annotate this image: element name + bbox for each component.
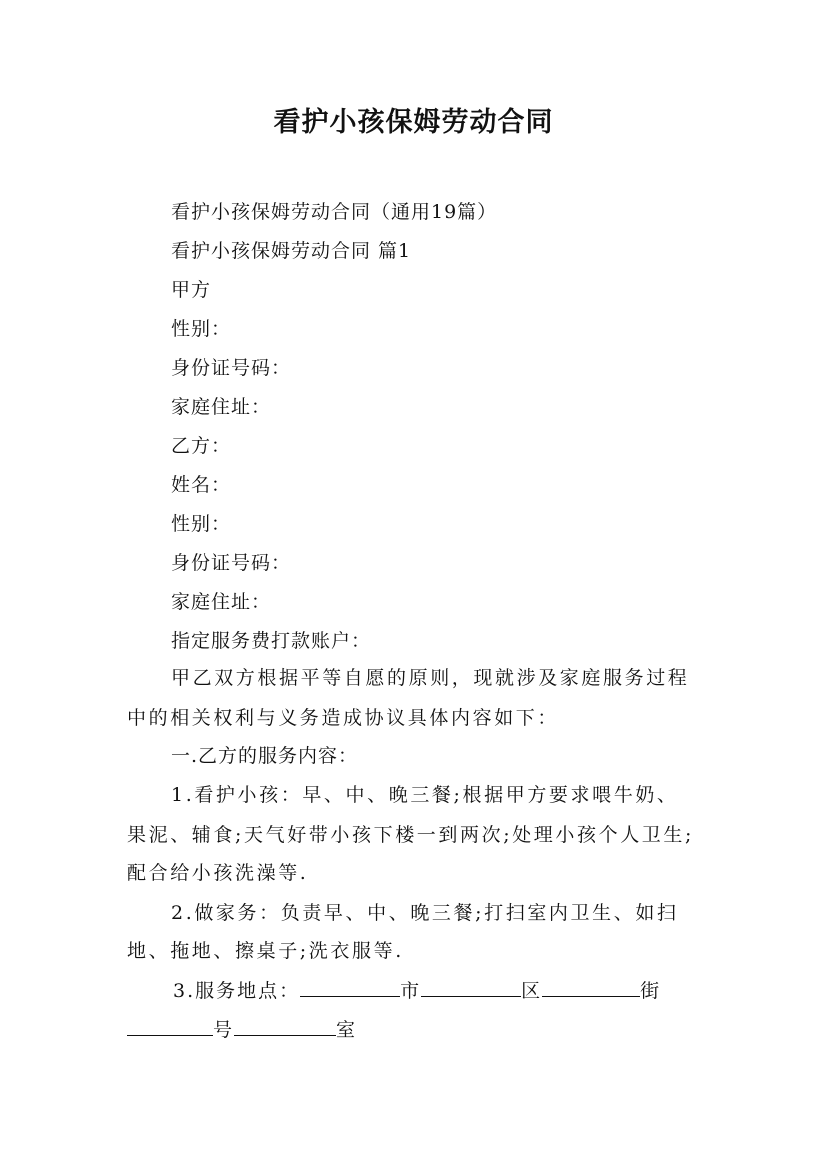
room-label: 室 bbox=[336, 1019, 358, 1041]
preamble-line-2: 中的相关权利与义务造成协议具体内容如下： bbox=[127, 707, 560, 729]
room-blank bbox=[234, 1017, 336, 1036]
document-title: 看护小孩保姆劳动合同 bbox=[273, 107, 554, 138]
item3-line-1 bbox=[173, 978, 661, 1004]
number-blank bbox=[127, 1017, 213, 1036]
street-blank bbox=[542, 978, 640, 997]
district-label: 区 bbox=[521, 980, 543, 1002]
district-blank bbox=[421, 978, 521, 997]
party-a-gender: 性别： bbox=[171, 318, 232, 340]
party-b-address: 家庭住址： bbox=[171, 591, 272, 613]
item2-line-1: 2.做家务：负责早、中、晚三餐;打扫室内卫生、如扫 bbox=[171, 902, 679, 924]
party-a-address: 家庭住址： bbox=[171, 396, 272, 418]
item3-label: 3.服务地点： bbox=[173, 980, 301, 1002]
party-b-name: 姓名： bbox=[171, 474, 232, 496]
preamble-line-1: 甲乙双方根据平等自愿的原则，现就涉及家庭服务过程 bbox=[171, 667, 690, 689]
section-heading: 看护小孩保姆劳动合同 篇1 bbox=[171, 240, 412, 262]
item2-line-2: 地、拖地、擦桌子;洗衣服等. bbox=[127, 940, 404, 962]
item3-line-2 bbox=[127, 1017, 357, 1043]
party-a-label: 甲方 bbox=[171, 279, 212, 301]
section-one-heading: 一.乙方的服务内容： bbox=[171, 745, 359, 767]
party-a-id-number: 身份证号码： bbox=[171, 357, 292, 379]
item1-line-2: 果泥、辅食;天气好带小孩下楼一到两次;处理小孩个人卫生; bbox=[127, 824, 695, 846]
document-subtitle: 看护小孩保姆劳动合同（通用19篇） bbox=[171, 201, 498, 223]
item1-line-3: 配合给小孩洗澡等. bbox=[127, 862, 309, 884]
party-b-gender: 性别： bbox=[171, 513, 232, 535]
city-blank bbox=[300, 978, 400, 997]
street-label: 街 bbox=[640, 980, 662, 1002]
item1-line-1: 1.看护小孩：早、中、晚三餐;根据甲方要求喂牛奶、 bbox=[171, 784, 679, 806]
party-b-id-number: 身份证号码： bbox=[171, 552, 292, 574]
city-label: 市 bbox=[400, 980, 422, 1002]
number-label: 号 bbox=[213, 1019, 235, 1041]
party-b-account: 指定服务费打款账户： bbox=[171, 630, 372, 652]
party-b-label: 乙方： bbox=[171, 435, 232, 457]
